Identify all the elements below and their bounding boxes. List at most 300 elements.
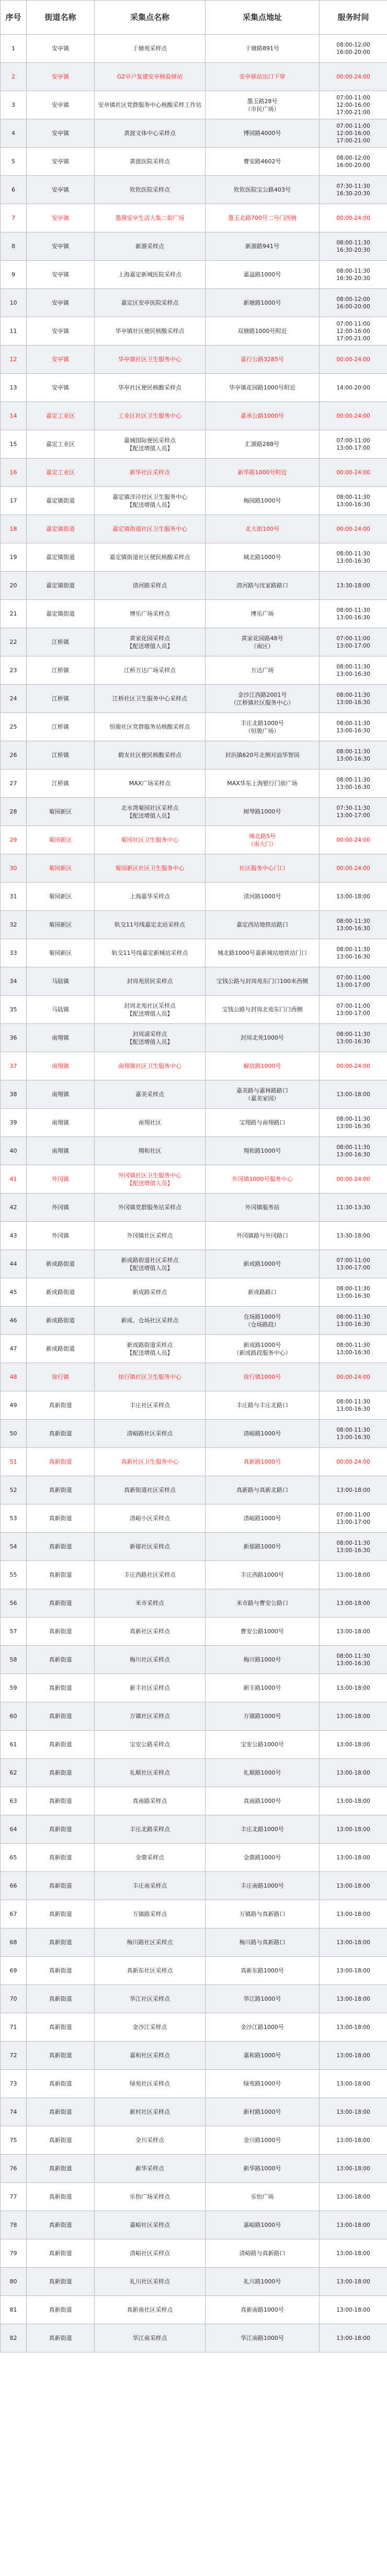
table-row bbox=[1, 1307, 387, 1335]
cell-seq: 34 bbox=[1, 967, 27, 996]
cell-point: 华亭镇社区便民核酸采样点 bbox=[95, 317, 206, 345]
cell-point: 北水湾菊园社区采样点 【配送增值人员】 bbox=[95, 798, 206, 826]
cell-street: 安亭镇 bbox=[27, 35, 95, 63]
cell-point: 真新社区卫生服务中心 bbox=[95, 1448, 206, 1476]
cell-street: 外冈镇 bbox=[27, 1194, 95, 1222]
cell-point: 清河路采样点 bbox=[95, 572, 206, 600]
cell-seq: 33 bbox=[1, 939, 27, 967]
cell-seq: 8 bbox=[1, 232, 27, 261]
cell-point: 新源采样点 bbox=[95, 232, 206, 261]
cell-address: 于塘路891号 bbox=[206, 35, 320, 63]
cell-point: 新成、仓场社区采样点 bbox=[95, 1307, 206, 1335]
cell-address: 清峪路1000号 bbox=[206, 1504, 320, 1533]
cell-hours: 13:00-18:00 bbox=[320, 883, 387, 911]
cell-street: 真新街道 bbox=[27, 1589, 95, 1618]
cell-point: 上海嘉定新城医院采样点 bbox=[95, 261, 206, 289]
cell-street: 安亭镇 bbox=[27, 345, 95, 374]
cell-point: 丰庄西路社区采样点 bbox=[95, 1561, 206, 1589]
cell-address: 嘉行公路3285号 bbox=[206, 345, 320, 374]
cell-point: 鹤友社区便民核酸采样点 bbox=[95, 741, 206, 770]
cell-address: 华江南路1000号 bbox=[206, 2324, 320, 2352]
table-row bbox=[1, 600, 387, 628]
cell-point: 礼顺社区采样点 bbox=[95, 1759, 206, 1787]
cell-point: 南翔镇社区卫生服务中心 bbox=[95, 1052, 206, 1080]
table-row bbox=[1, 1363, 387, 1391]
cell-point: 万镇社区采样点 bbox=[95, 1702, 206, 1731]
table-row bbox=[1, 232, 387, 261]
cell-street: 真新街道 bbox=[27, 1815, 95, 1844]
cell-hours: 13:00-18:00 bbox=[320, 1759, 387, 1787]
cell-street: 马陆镇 bbox=[27, 967, 95, 996]
cell-hours: 08:00-11:30 13:00-16:30 bbox=[320, 770, 387, 798]
cell-street: 嘉定镇街道 bbox=[27, 543, 95, 572]
cell-street: 安亭镇 bbox=[27, 119, 95, 148]
cell-hours: 08:00-11:30 13:00-16:30 bbox=[320, 911, 387, 939]
cell-point: 新华社区采样点 bbox=[95, 459, 206, 487]
table-row bbox=[1, 176, 387, 204]
cell-street: 菊园新区 bbox=[27, 854, 95, 883]
cell-hours: 08:00-11:30 13:00-16:30 bbox=[320, 1278, 387, 1307]
cell-street: 真新街道 bbox=[27, 2155, 95, 2183]
cell-address: 城北路5号 （南大门） bbox=[206, 826, 320, 854]
cell-address: 宝钱公路与封周北苑东门口西侧 bbox=[206, 996, 320, 1024]
cell-street: 徐行镇 bbox=[27, 1363, 95, 1391]
cell-seq: 22 bbox=[1, 628, 27, 656]
table-row bbox=[1, 1137, 387, 1165]
table-row bbox=[1, 35, 387, 63]
cell-hours: 13:00-18:00 bbox=[320, 1985, 387, 2013]
cell-point: 真新东社区采样点 bbox=[95, 1957, 206, 1985]
table-row bbox=[1, 2070, 387, 2098]
cell-street: 江桥镇 bbox=[27, 628, 95, 656]
cell-seq: 14 bbox=[1, 402, 27, 430]
cell-seq: 58 bbox=[1, 1646, 27, 1674]
cell-seq: 17 bbox=[1, 487, 27, 515]
cell-point: 嘉和社区采样点 bbox=[95, 2042, 206, 2070]
cell-point: 黄家花园采样点 【配送增值人员】 bbox=[95, 628, 206, 656]
cell-street: 真新街道 bbox=[27, 1900, 95, 1928]
cell-address: 华亭镇花园路1000号附近 bbox=[206, 374, 320, 402]
table-row bbox=[1, 1476, 387, 1504]
cell-address: 梅川路与真新路口 bbox=[206, 1928, 320, 1957]
cell-street: 真新街道 bbox=[27, 2324, 95, 2352]
cell-address: 米市路与曹安公路口 bbox=[206, 1589, 320, 1618]
table-row bbox=[1, 459, 387, 487]
cell-address: 新丰路1000号 bbox=[206, 1674, 320, 1702]
cell-point: 梅川路社区采样点 bbox=[95, 1928, 206, 1957]
cell-street: 真新街道 bbox=[27, 1646, 95, 1674]
cell-seq: 45 bbox=[1, 1278, 27, 1307]
table-row bbox=[1, 1759, 387, 1787]
table-row bbox=[1, 1787, 387, 1815]
cell-address: 金沙江西路2001号 （江桥镇社区服务中心） bbox=[206, 685, 320, 713]
cell-street: 嘉定镇街道 bbox=[27, 487, 95, 515]
table-row bbox=[1, 854, 387, 883]
cell-seq: 7 bbox=[1, 204, 27, 232]
table-row bbox=[1, 148, 387, 176]
table-row bbox=[1, 204, 387, 232]
table-row bbox=[1, 402, 387, 430]
table-row bbox=[1, 1109, 387, 1137]
cell-street: 嘉定工业区 bbox=[27, 459, 95, 487]
cell-hours: 13:00-18:00 bbox=[320, 1080, 387, 1109]
cell-address: 树琴路1000号 bbox=[206, 798, 320, 826]
cell-hours: 14:00-20:00 bbox=[320, 374, 387, 402]
cell-address: 清河路1000号 bbox=[206, 883, 320, 911]
cell-hours: 08:00-12:00 16:00-20:00 bbox=[320, 35, 387, 63]
cell-hours: 07:00-11:00 13:00-17:00 bbox=[320, 430, 387, 459]
cell-address: 真新路1000号 bbox=[206, 1448, 320, 1476]
table-row bbox=[1, 119, 387, 148]
cell-street: 菊园新区 bbox=[27, 911, 95, 939]
table-row bbox=[1, 2324, 387, 2352]
cell-address: 华江路1000号 bbox=[206, 1985, 320, 2013]
cell-hours: 07:00-11:00 13:00-17:00 bbox=[320, 1250, 387, 1278]
table-row bbox=[1, 1900, 387, 1928]
cell-hours: 08:00-12:00 16:00-20:00 bbox=[320, 148, 387, 176]
cell-street: 真新街道 bbox=[27, 2013, 95, 2042]
cell-address: 嘉和路1000号 bbox=[206, 2042, 320, 2070]
table-row bbox=[1, 2268, 387, 2296]
cell-seq: 29 bbox=[1, 826, 27, 854]
table-row bbox=[1, 685, 387, 713]
cell-seq: 35 bbox=[1, 996, 27, 1024]
cell-point: 嘉美采样点 bbox=[95, 1080, 206, 1109]
table-row bbox=[1, 1024, 387, 1052]
cell-street: 真新街道 bbox=[27, 1702, 95, 1731]
cell-address: 新源路941号 bbox=[206, 232, 320, 261]
table-row bbox=[1, 1420, 387, 1448]
cell-hours: 13:00-18:00 bbox=[320, 1928, 387, 1957]
cell-street: 新成路街道 bbox=[27, 1250, 95, 1278]
header-point: 采集点名称 bbox=[95, 1, 206, 35]
cell-street: 新成路街道 bbox=[27, 1278, 95, 1307]
cell-seq: 32 bbox=[1, 911, 27, 939]
cell-street: 嘉定镇街道 bbox=[27, 600, 95, 628]
cell-hours: 08:00-11:30 13:00-16:30 bbox=[320, 939, 387, 967]
cell-address: 新华路1000号附近 bbox=[206, 459, 320, 487]
cell-address: 外冈镇1000号服务中心 bbox=[206, 1165, 320, 1194]
cell-seq: 56 bbox=[1, 1589, 27, 1618]
cell-address: 万镇路与真新路口 bbox=[206, 1900, 320, 1928]
cell-point: 绿苑社区采样点 bbox=[95, 2070, 206, 2098]
cell-street: 菊园新区 bbox=[27, 939, 95, 967]
cell-hours: 08:00-11:30 13:00-16:30 bbox=[320, 713, 387, 741]
cell-point: 封周浦采样点 【配送增值人员】 bbox=[95, 1024, 206, 1052]
cell-address: 梅园路1000号 bbox=[206, 487, 320, 515]
cell-point: 徐行镇社区卫生服务中心 bbox=[95, 1363, 206, 1391]
cell-hours: 13:00-18:00 bbox=[320, 2296, 387, 2324]
cell-seq: 67 bbox=[1, 1900, 27, 1928]
cell-address: 封周北苑1000号 bbox=[206, 1024, 320, 1052]
cell-address: 嘉定西站地铁站路口 bbox=[206, 911, 320, 939]
cell-street: 真新街道 bbox=[27, 1476, 95, 1504]
cell-street: 真新街道 bbox=[27, 1731, 95, 1759]
cell-street: 安亭镇 bbox=[27, 63, 95, 91]
cell-address: 丰庄北路1000号 （恒骏广场） bbox=[206, 713, 320, 741]
cell-seq: 43 bbox=[1, 1222, 27, 1250]
table-row bbox=[1, 967, 387, 996]
cell-seq: 50 bbox=[1, 1420, 27, 1448]
table-row bbox=[1, 628, 387, 656]
cell-hours: 13:00-18:00 bbox=[320, 1702, 387, 1731]
cell-hours: 13:00-18:00 bbox=[320, 2239, 387, 2268]
cell-seq: 4 bbox=[1, 119, 27, 148]
cell-address: 梅川路1000号 bbox=[206, 1646, 320, 1674]
cell-seq: 68 bbox=[1, 1928, 27, 1957]
cell-address: 徐行镇1000号 bbox=[206, 1363, 320, 1391]
cell-address: 曹安公路1000号 bbox=[206, 1618, 320, 1646]
cell-point: 万镇路采样点 bbox=[95, 1900, 206, 1928]
table-row bbox=[1, 1928, 387, 1957]
cell-point: 嘉城国际便民采样点 【配送增值人员】 bbox=[95, 430, 206, 459]
cell-point: 安亭镇社区党群服务中心核酸采样工作站 bbox=[95, 91, 206, 119]
cell-point: 恒骏社区党群服务站核酸采样点 bbox=[95, 713, 206, 741]
table-row bbox=[1, 345, 387, 374]
table-row bbox=[1, 572, 387, 600]
cell-street: 真新街道 bbox=[27, 1928, 95, 1957]
cell-hours: 08:00-11:30 13:00-16:30 bbox=[320, 1024, 387, 1052]
cell-street: 真新街道 bbox=[27, 1504, 95, 1533]
cell-street: 真新街道 bbox=[27, 2098, 95, 2126]
cell-seq: 55 bbox=[1, 1561, 27, 1589]
cell-point: 嘉峪社区采样点 bbox=[95, 2211, 206, 2239]
cell-address: 博乐广场 bbox=[206, 600, 320, 628]
cell-address: 嘉承公路1000号 bbox=[206, 402, 320, 430]
table-row bbox=[1, 1646, 387, 1674]
cell-seq: 74 bbox=[1, 2098, 27, 2126]
cell-address: 钦钦医院宝公路403号 bbox=[206, 176, 320, 204]
cell-seq: 72 bbox=[1, 2042, 27, 2070]
table-row bbox=[1, 1985, 387, 2013]
cell-street: 新成路街道 bbox=[27, 1335, 95, 1363]
cell-seq: 81 bbox=[1, 2296, 27, 2324]
cell-hours: 13:00-18:00 bbox=[320, 1872, 387, 1900]
table-row bbox=[1, 1872, 387, 1900]
cell-seq: 71 bbox=[1, 2013, 27, 2042]
cell-point: 真新社区采样点 bbox=[95, 1618, 206, 1646]
cell-address: 万镇路1000号 bbox=[206, 1702, 320, 1731]
table-body bbox=[1, 35, 387, 2352]
cell-address: 新郁路1000号 bbox=[206, 1533, 320, 1561]
cell-point: 翔和社区 bbox=[95, 1137, 206, 1165]
cell-seq: 23 bbox=[1, 656, 27, 685]
cell-address: 城北路1000号嘉新城站地铁站门口 bbox=[206, 939, 320, 967]
cell-hours: 13:00-18:00 bbox=[320, 2098, 387, 2126]
table-row bbox=[1, 1815, 387, 1844]
cell-point: 外冈镇社区卫生服务中心 【配送增值人员】 bbox=[95, 1165, 206, 1194]
table-row bbox=[1, 515, 387, 543]
cell-hours: 08:00-11:30 13:00-16:30 bbox=[320, 1391, 387, 1420]
cell-point: 江桥社区卫生服务中心采样点 bbox=[95, 685, 206, 713]
cell-point: 黄渡文体中心采样点 bbox=[95, 119, 206, 148]
cell-address: 外冈镇服务站 bbox=[206, 1194, 320, 1222]
cell-seq: 10 bbox=[1, 289, 27, 317]
cell-seq: 73 bbox=[1, 2070, 27, 2098]
cell-point: 清峪路社区采样点 bbox=[95, 1420, 206, 1448]
cell-hours: 08:00-11:30 13:00-16:30 bbox=[320, 1646, 387, 1674]
cell-point: 新郁社区采样点 bbox=[95, 1533, 206, 1561]
cell-hours: 08:00-11:30 13:00-16:30 bbox=[320, 1420, 387, 1448]
cell-hours: 08:00-11:30 13:00-16:30 bbox=[320, 543, 387, 572]
cell-point: 华亭镇社区卫生服务中心 bbox=[95, 345, 206, 374]
cell-address: 礼顺路1000号 bbox=[206, 1759, 320, 1787]
cell-point: 礼川社区采样点 bbox=[95, 2268, 206, 2296]
cell-seq: 40 bbox=[1, 1137, 27, 1165]
cell-street: 安亭镇 bbox=[27, 232, 95, 261]
cell-street: 菊园新区 bbox=[27, 826, 95, 854]
cell-hours: 13:30-18:00 bbox=[320, 572, 387, 600]
table-row bbox=[1, 2239, 387, 2268]
cell-seq: 24 bbox=[1, 685, 27, 713]
cell-address: 礼川路1000号 bbox=[206, 2268, 320, 2296]
table-row bbox=[1, 1957, 387, 1985]
cell-hours: 08:00-11:30 13:00-16:30 bbox=[320, 685, 387, 713]
cell-address: 墨玉北路700号二号门西侧 bbox=[206, 204, 320, 232]
cell-seq: 65 bbox=[1, 1844, 27, 1872]
cell-address: 外冈镇路与外冈路口 bbox=[206, 1222, 320, 1250]
cell-point: 外冈镇党群服务站采样点 bbox=[95, 1194, 206, 1222]
cell-seq: 3 bbox=[1, 91, 27, 119]
cell-seq: 46 bbox=[1, 1307, 27, 1335]
cell-point: 嘉定镇街道社区便民核酸采样点 bbox=[95, 543, 206, 572]
cell-street: 南翔镇 bbox=[27, 1080, 95, 1109]
table-row bbox=[1, 770, 387, 798]
table-row bbox=[1, 1589, 387, 1618]
cell-point: 封周苑居民采样点 bbox=[95, 967, 206, 996]
cell-address: 宝安公路1000号 bbox=[206, 1731, 320, 1759]
cell-hours: 08:00-11:30 13:00-16:30 bbox=[320, 1109, 387, 1137]
cell-hours: 08:00-11:30 13:00-16:30 bbox=[320, 600, 387, 628]
cell-seq: 52 bbox=[1, 1476, 27, 1504]
cell-point: 真南路采样点 bbox=[95, 1787, 206, 1815]
cell-hours: 13:00-18:00 bbox=[320, 2042, 387, 2070]
header-street: 街道名称 bbox=[27, 1, 95, 35]
cell-hours: 08:00-11:30 16:30-20:30 bbox=[320, 232, 387, 261]
cell-point: 轨交11号线嘉定新城站采样点 bbox=[95, 939, 206, 967]
cell-hours: 00:00-24:00 bbox=[320, 854, 387, 883]
cell-street: 真新街道 bbox=[27, 1985, 95, 2013]
table-row bbox=[1, 1335, 387, 1363]
cell-point: 封周北苑社区采样点 【配送增值人员】 bbox=[95, 996, 206, 1024]
cell-street: 江桥镇 bbox=[27, 656, 95, 685]
cell-seq: 44 bbox=[1, 1250, 27, 1278]
cell-address: 北大街100号 bbox=[206, 515, 320, 543]
cell-hours: 08:00-11:30 13:00-16:30 bbox=[320, 656, 387, 685]
cell-hours: 00:00-24:00 bbox=[320, 826, 387, 854]
table-row bbox=[1, 2042, 387, 2070]
cell-street: 真新街道 bbox=[27, 1618, 95, 1646]
cell-point: 新村社区采样点 bbox=[95, 2098, 206, 2126]
cell-address: 真新南路1000号 bbox=[206, 2296, 320, 2324]
cell-seq: 54 bbox=[1, 1533, 27, 1561]
table-row bbox=[1, 2098, 387, 2126]
table-row bbox=[1, 1165, 387, 1194]
cell-street: 南翔镇 bbox=[27, 1137, 95, 1165]
cell-hours: 13:00-18:00 bbox=[320, 1787, 387, 1815]
cell-seq: 53 bbox=[1, 1504, 27, 1533]
cell-hours: 07:00-11:00 13:00-17:00 bbox=[320, 996, 387, 1024]
cell-point: 米市采样点 bbox=[95, 1589, 206, 1618]
cell-seq: 77 bbox=[1, 2183, 27, 2211]
cell-street: 真新街道 bbox=[27, 1561, 95, 1589]
cell-hours: 00:00-24:00 bbox=[320, 402, 387, 430]
cell-point: 清峪社区采样点 bbox=[95, 2239, 206, 2268]
cell-address: 宝钱公路与封周苑东门口100米西侧 bbox=[206, 967, 320, 996]
cell-seq: 59 bbox=[1, 1674, 27, 1702]
cell-point: 嘉定镇洋泾社区卫生服务中心 【配送增值人员】 bbox=[95, 487, 206, 515]
cell-hours: 13:00-18:00 bbox=[320, 1731, 387, 1759]
table-row bbox=[1, 261, 387, 289]
cell-point: 菊园社区卫生服务中心 bbox=[95, 826, 206, 854]
cell-point: 宝安公路采样点 bbox=[95, 1731, 206, 1759]
cell-hours: 00:00-24:00 bbox=[320, 1052, 387, 1080]
table-row bbox=[1, 63, 387, 91]
cell-street: 马陆镇 bbox=[27, 996, 95, 1024]
cell-street: 南翔镇 bbox=[27, 1024, 95, 1052]
cell-street: 真新街道 bbox=[27, 2183, 95, 2211]
cell-street: 真新街道 bbox=[27, 1674, 95, 1702]
table-row bbox=[1, 826, 387, 854]
cell-hours: 08:00-11:30 16:30-20:30 bbox=[320, 261, 387, 289]
cell-hours: 13:00-18:00 bbox=[320, 1589, 387, 1618]
cell-hours: 08:00-11:30 13:00-16:30 bbox=[320, 1335, 387, 1363]
cell-seq: 21 bbox=[1, 600, 27, 628]
cell-point: MAX广场采样点 bbox=[95, 770, 206, 798]
cell-hours: 07:30-11:30 13:00-17:00 bbox=[320, 798, 387, 826]
cell-address: 金鼎路1000号 bbox=[206, 1844, 320, 1872]
cell-seq: 1 bbox=[1, 35, 27, 63]
cell-hours: 13:00-18:00 bbox=[320, 2211, 387, 2239]
cell-seq: 41 bbox=[1, 1165, 27, 1194]
cell-seq: 39 bbox=[1, 1109, 27, 1137]
cell-street: 真新街道 bbox=[27, 2211, 95, 2239]
cell-street: 江桥镇 bbox=[27, 770, 95, 798]
table-row bbox=[1, 1504, 387, 1533]
cell-street: 安亭镇 bbox=[27, 148, 95, 176]
cell-hours: 08:00-11:30 13:00-16:30 bbox=[320, 487, 387, 515]
cell-seq: 11 bbox=[1, 317, 27, 345]
cell-hours: 13:00-18:00 bbox=[320, 2070, 387, 2098]
table-row bbox=[1, 487, 387, 515]
cell-hours: 08:00-12:00 16:00-20:00 bbox=[320, 289, 387, 317]
table-row bbox=[1, 1080, 387, 1109]
cell-street: 江桥镇 bbox=[27, 685, 95, 713]
cell-seq: 75 bbox=[1, 2126, 27, 2155]
cell-street: 江桥镇 bbox=[27, 741, 95, 770]
header-address: 采集点地址 bbox=[206, 1, 320, 35]
cell-address: 嘉溢路1000号 bbox=[206, 261, 320, 289]
cell-point: 新成路街道社区采样点 【配送增值人员】 bbox=[95, 1250, 206, 1278]
header-seq: 序号 bbox=[1, 1, 27, 35]
cell-street: 嘉定工业区 bbox=[27, 402, 95, 430]
cell-point: 金鼎采样点 bbox=[95, 1844, 206, 1872]
cell-point: 嘉定区安亭医院采样点 bbox=[95, 289, 206, 317]
cell-hours: 07:00-11:00 12:00-16:00 17:00-21:00 bbox=[320, 91, 387, 119]
cell-seq: 12 bbox=[1, 345, 27, 374]
cell-seq: 15 bbox=[1, 430, 27, 459]
table-row bbox=[1, 374, 387, 402]
cell-point: 新成路街道采样点 【配送增值人员】 bbox=[95, 1335, 206, 1363]
cell-street: 外冈镇 bbox=[27, 1222, 95, 1250]
table-row bbox=[1, 2211, 387, 2239]
cell-seq: 25 bbox=[1, 713, 27, 741]
cell-seq: 64 bbox=[1, 1815, 27, 1844]
table-row bbox=[1, 656, 387, 685]
cell-street: 真新街道 bbox=[27, 2239, 95, 2268]
table-row bbox=[1, 1052, 387, 1080]
cell-seq: 48 bbox=[1, 1363, 27, 1391]
